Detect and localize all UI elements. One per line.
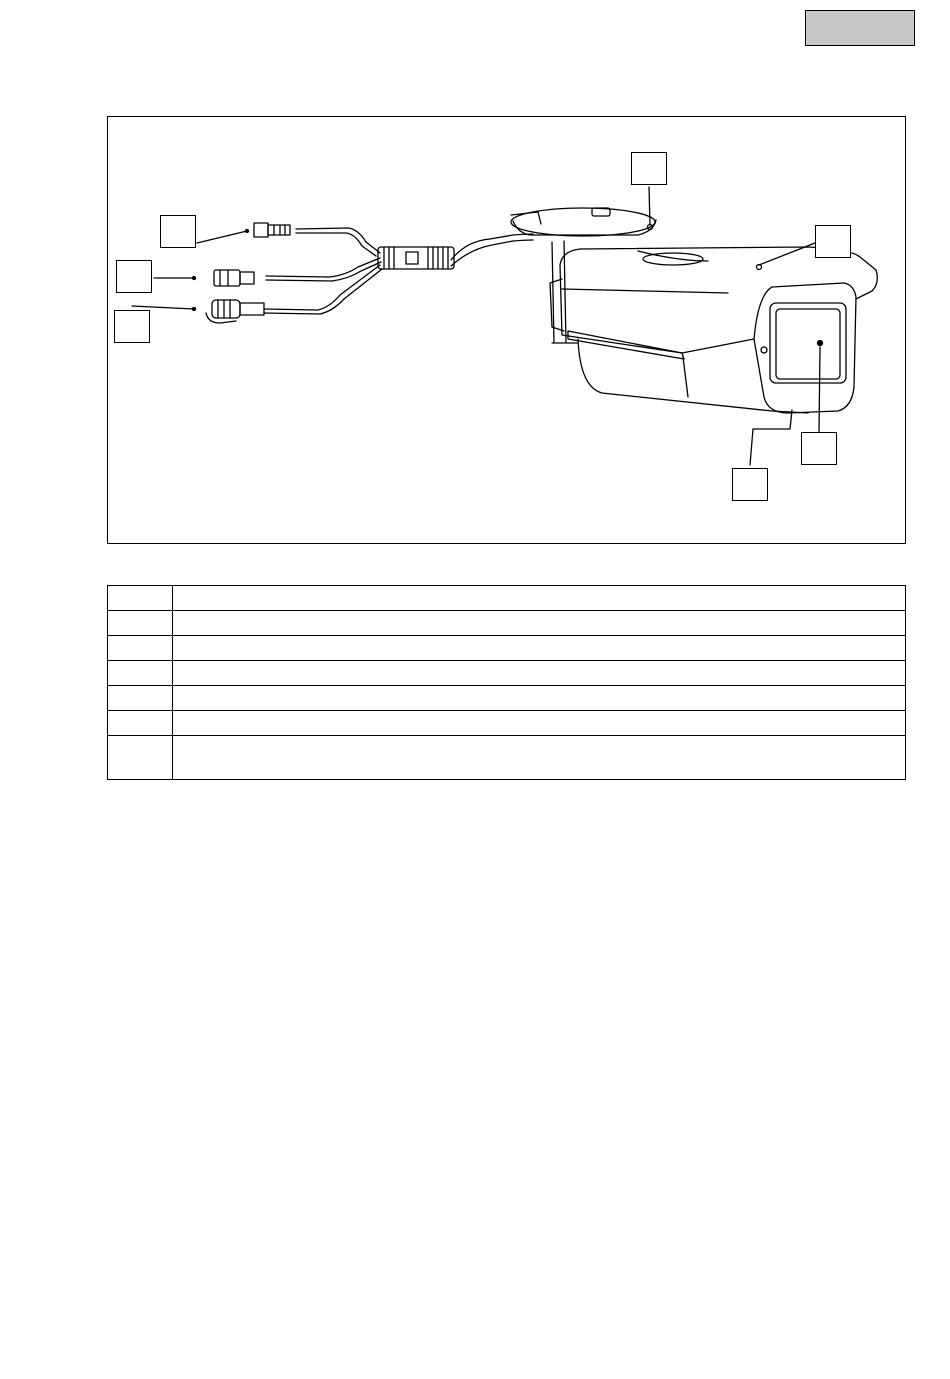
callout-leaders <box>132 187 820 465</box>
bnc-connector <box>246 223 291 237</box>
legend-description <box>173 661 906 686</box>
camera-drawing <box>108 117 907 545</box>
legend-number <box>108 611 173 636</box>
callout-box-ir-led <box>732 468 768 501</box>
callout-box-sunshield <box>815 225 851 258</box>
legend-number <box>108 686 173 711</box>
legend-description <box>173 586 906 611</box>
legend-number <box>108 636 173 661</box>
language-tab <box>805 10 915 46</box>
cable-junction <box>378 247 454 269</box>
power-connector <box>193 270 255 286</box>
table-row <box>108 661 906 686</box>
table-row <box>108 711 906 736</box>
camera-body <box>550 247 877 413</box>
table-row <box>108 736 906 780</box>
callout-box-network <box>114 310 150 343</box>
table-row <box>108 686 906 711</box>
cable-group <box>264 228 533 314</box>
legend-number <box>108 736 173 780</box>
table-row <box>108 586 906 611</box>
legend-number <box>108 586 173 611</box>
mounting-bracket <box>511 208 656 343</box>
legend-description <box>173 636 906 661</box>
camera-figure <box>107 116 906 544</box>
legend-number <box>108 711 173 736</box>
legend-number <box>108 661 173 686</box>
legend-description <box>173 686 906 711</box>
callout-box-lens <box>801 432 837 465</box>
callout-box-bnc <box>160 215 196 248</box>
callout-box-power <box>116 260 152 293</box>
legend-table <box>107 585 906 780</box>
callout-box-bracket <box>631 152 667 185</box>
table-row <box>108 636 906 661</box>
table-row <box>108 611 906 636</box>
legend-description <box>173 611 906 636</box>
network-connector <box>193 300 265 323</box>
legend-description <box>173 711 906 736</box>
legend-description <box>173 736 906 780</box>
